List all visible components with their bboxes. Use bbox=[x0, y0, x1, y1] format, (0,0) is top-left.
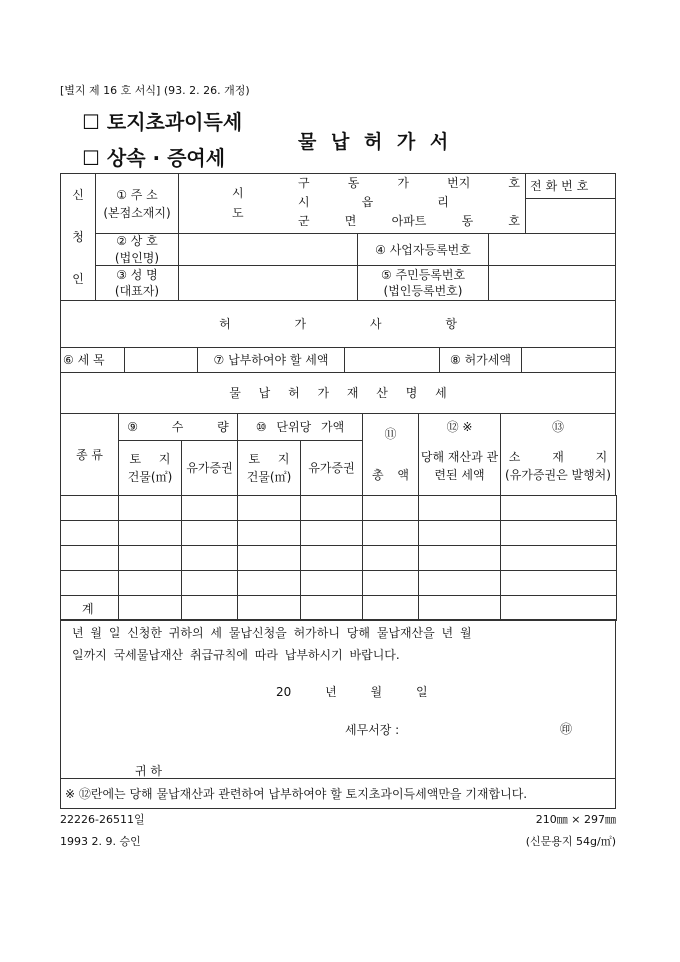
address-sido bbox=[232, 183, 244, 223]
checkbox-land-tax[interactable] bbox=[82, 106, 242, 135]
text: ⑬ bbox=[551, 420, 564, 434]
name-field[interactable] bbox=[178, 265, 358, 301]
t: 동 bbox=[461, 214, 474, 228]
t: 아파트 bbox=[391, 214, 427, 228]
tax-due-label: ⑦ 납부하여야 할 세액 bbox=[197, 347, 345, 373]
col-price-land bbox=[237, 440, 301, 496]
approval-date: 1993 2. 9. 승인 bbox=[60, 835, 141, 848]
table-cell[interactable] bbox=[118, 570, 182, 596]
table-cell[interactable] bbox=[181, 520, 238, 546]
text: ⑪ bbox=[384, 427, 397, 442]
table-cell[interactable] bbox=[118, 545, 182, 571]
applicant-side-label bbox=[60, 173, 96, 301]
t: 20 bbox=[276, 685, 292, 699]
checkbox-icon: ☐ bbox=[82, 110, 100, 134]
page-title: 물 납 허 가 서 bbox=[298, 131, 453, 153]
text: 청 bbox=[72, 230, 84, 244]
checkbox-icon: ☐ bbox=[82, 146, 100, 170]
t: 년 bbox=[325, 685, 337, 699]
table-cell[interactable] bbox=[500, 545, 617, 571]
text: (대표자) bbox=[114, 284, 160, 298]
sum-row-cell[interactable] bbox=[362, 595, 419, 621]
t: 월 bbox=[370, 685, 383, 699]
text: 건물(㎡) bbox=[127, 470, 173, 484]
table-cell[interactable] bbox=[362, 545, 419, 571]
t: 리 bbox=[437, 195, 449, 209]
tax-item-field[interactable] bbox=[124, 347, 198, 373]
text: 도 bbox=[232, 206, 244, 220]
table-cell[interactable] bbox=[300, 570, 363, 596]
sum-row-cell[interactable] bbox=[237, 595, 301, 621]
text: 일까지 국세물납재산 취급규칙에 따라 납부하시기 바랍니다. bbox=[72, 648, 400, 662]
text: 토 지 bbox=[248, 452, 290, 466]
sum-row-cell[interactable] bbox=[418, 595, 501, 621]
tax-item-label: ⑥ 세 목 bbox=[60, 347, 125, 373]
name-label bbox=[95, 265, 179, 301]
table-cell[interactable] bbox=[418, 545, 501, 571]
table-cell[interactable] bbox=[500, 495, 617, 521]
t: 호 bbox=[508, 214, 520, 228]
t: 가 bbox=[397, 176, 409, 190]
text: ⑤ 주민등록번호 bbox=[380, 267, 466, 282]
t: 동 bbox=[347, 176, 360, 190]
table-cell[interactable] bbox=[237, 495, 301, 521]
checkbox-inheritance-tax[interactable] bbox=[82, 142, 225, 171]
table-cell[interactable] bbox=[181, 545, 238, 571]
tax-due-field[interactable] bbox=[344, 347, 440, 373]
col-related-tax bbox=[418, 413, 501, 496]
text: (법인등록번호) bbox=[383, 284, 463, 298]
table-cell[interactable] bbox=[300, 545, 363, 571]
permit-section-heading: 허 가 사 항 bbox=[60, 300, 616, 348]
text: 인 bbox=[72, 272, 84, 286]
table-cell[interactable] bbox=[500, 520, 617, 546]
col-qty-land bbox=[118, 440, 182, 496]
sum-row-cell[interactable] bbox=[181, 595, 238, 621]
col-kind: 종 류 bbox=[60, 413, 119, 496]
t: 구 bbox=[298, 176, 310, 190]
resno-label bbox=[357, 265, 489, 301]
text: 소 재 지 bbox=[508, 450, 608, 464]
table-cell[interactable] bbox=[300, 495, 363, 521]
table-cell[interactable] bbox=[60, 545, 119, 571]
col-location bbox=[500, 413, 616, 496]
text: 년 월 일 신청한 귀하의 세 물납신청을 허가하니 당해 물납재산을 년 월 bbox=[72, 626, 472, 640]
company-label bbox=[95, 233, 179, 266]
table-cell[interactable] bbox=[300, 520, 363, 546]
footnote: ※ ⑫란에는 당해 물납재산과 관련하여 납부하여야 할 토지초과이득세액만을 기재합니다. bbox=[60, 778, 616, 809]
text: (본점소재지) bbox=[103, 205, 171, 220]
text: ② 상 호 bbox=[116, 234, 158, 249]
col-unit-price: ⑩ 단위당 가액 bbox=[237, 413, 363, 441]
paper-type: (신문용지 54g/㎡) bbox=[525, 835, 616, 848]
table-cell[interactable] bbox=[181, 495, 238, 521]
recipient-label: 귀 하 bbox=[135, 764, 162, 778]
paper-size: 210㎜ × 297㎜ bbox=[535, 813, 616, 826]
table-cell[interactable] bbox=[362, 570, 419, 596]
signer-label: 세무서장 : bbox=[345, 723, 400, 737]
table-cell[interactable] bbox=[362, 520, 419, 546]
col-quantity: ⑨ 수 량 bbox=[118, 413, 238, 441]
text: ③ 성 명 bbox=[116, 267, 158, 282]
t: 번지 bbox=[447, 176, 471, 190]
table-cell[interactable] bbox=[60, 495, 119, 521]
text: 신 bbox=[72, 188, 84, 202]
bizno-field[interactable] bbox=[488, 233, 616, 266]
table-cell[interactable] bbox=[418, 570, 501, 596]
t: 호 bbox=[508, 176, 520, 190]
form-code: 22226-26511일 bbox=[60, 813, 145, 826]
table-cell[interactable] bbox=[418, 520, 501, 546]
permit-amount-label: ⑧ 허가세액 bbox=[439, 347, 522, 373]
text: 건물(㎡) bbox=[246, 470, 292, 484]
table-cell[interactable] bbox=[118, 495, 182, 521]
table-cell[interactable] bbox=[237, 545, 301, 571]
company-field[interactable] bbox=[178, 233, 358, 266]
phone-field[interactable] bbox=[525, 198, 616, 234]
table-cell[interactable] bbox=[362, 495, 419, 521]
text: (유가증권은 발행처) bbox=[505, 468, 611, 482]
table-cell[interactable] bbox=[60, 570, 119, 596]
sum-row-cell[interactable] bbox=[300, 595, 363, 621]
address-grid bbox=[298, 174, 520, 231]
date-line bbox=[276, 683, 428, 700]
bizno-label: ④ 사업자등록번호 bbox=[357, 233, 489, 266]
text: ① 주 소 bbox=[116, 187, 158, 202]
sum-row-cell[interactable] bbox=[118, 595, 182, 621]
text: 토 지 bbox=[129, 452, 171, 466]
address-label bbox=[95, 173, 179, 234]
table-cell[interactable] bbox=[181, 570, 238, 596]
statement-text bbox=[72, 622, 472, 666]
property-section-heading: 물 납 허 가 재 산 명 세 bbox=[60, 372, 616, 414]
text: ⑫ ※ bbox=[446, 420, 473, 434]
t: 면 bbox=[344, 214, 357, 228]
table-cell[interactable] bbox=[237, 520, 301, 546]
table-cell[interactable] bbox=[118, 520, 182, 546]
form-header: [별지 제 16 호 서식] (93. 2. 26. 개정) bbox=[60, 84, 250, 97]
text: 당해 재산과 관련된 세액 bbox=[420, 450, 499, 482]
t: 일 bbox=[415, 685, 428, 699]
resno-field[interactable] bbox=[488, 265, 616, 301]
text: (법인명) bbox=[114, 250, 160, 265]
text: 시 bbox=[232, 186, 244, 200]
sum-label: 계 bbox=[82, 602, 94, 616]
t: 읍 bbox=[361, 195, 374, 209]
phone-label: 전화번호 bbox=[525, 173, 616, 199]
col-qty-securities: 유가증권 bbox=[181, 440, 238, 496]
t: 군 bbox=[298, 214, 310, 228]
text: 총 액 bbox=[372, 467, 409, 482]
table-cell[interactable] bbox=[418, 495, 501, 521]
checkbox-label: 상속 · 증여세 bbox=[106, 146, 226, 170]
table-cell[interactable] bbox=[60, 520, 119, 546]
col-price-securities: 유가증권 bbox=[300, 440, 363, 496]
table-cell[interactable] bbox=[500, 570, 617, 596]
checkbox-label: 토지초과이득세 bbox=[106, 110, 243, 134]
sum-row-cell[interactable] bbox=[500, 595, 617, 621]
t: 시 bbox=[298, 195, 310, 209]
seal-icon: ㊞ bbox=[560, 722, 573, 736]
permit-amount-field[interactable] bbox=[521, 347, 616, 373]
table-cell[interactable] bbox=[237, 570, 301, 596]
col-total bbox=[362, 413, 419, 496]
